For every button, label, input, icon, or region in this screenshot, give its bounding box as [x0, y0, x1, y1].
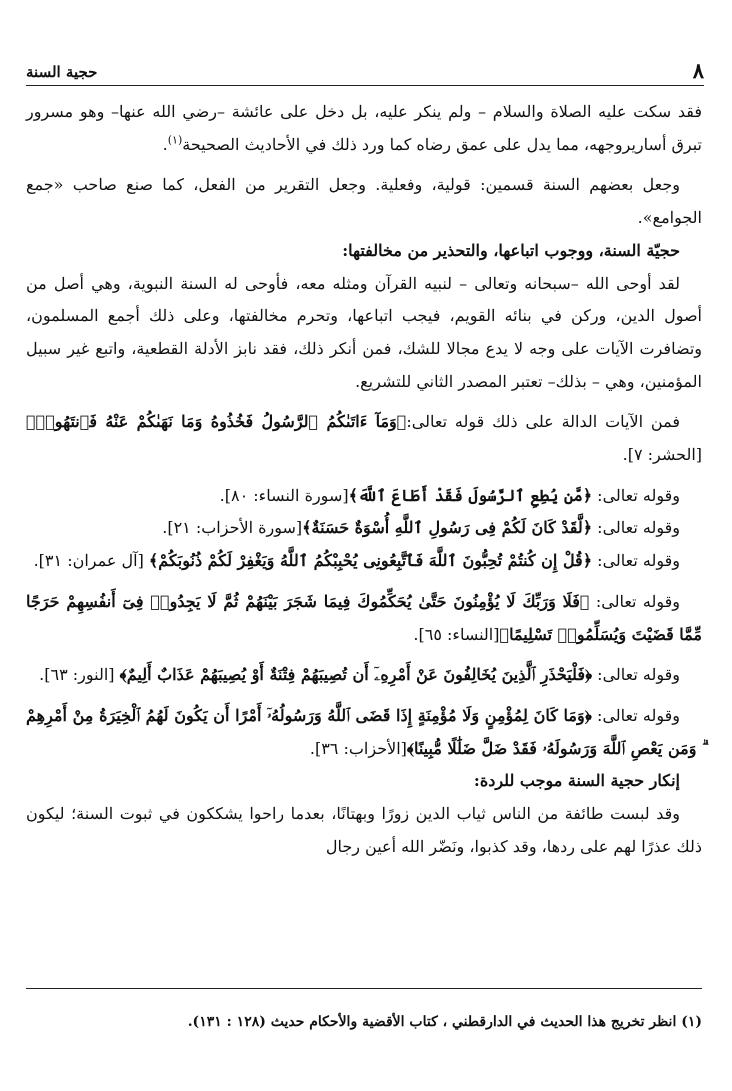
verse-4-intro: وقوله تعالى:: [597, 551, 680, 571]
page-number: ٨: [692, 58, 704, 83]
verse-2-ayah: ﴿مَّن يُطِعِ ٱلرَّسُولَ فَقَدْ أَطَاعَ ٱللَّهَ﴾: [348, 485, 593, 505]
verse-4-ayah: ﴿قُلْ إِن كُنتُمْ تُحِبُّونَ ٱللَّهَ فَٱتَّبِعُونِى يُحْبِبْكُمُ ٱللَّهُ وَيَغْفِرْ لَكُمْ ذُنُوبَكُمْ﴾: [148, 551, 593, 571]
paragraph-3: لقد أوحى الله –سبحانه وتعالى – لنبيه القرآن ومثله معه، فأوحى له السنة النبوية، وهي أصل من أصول الدين، وركن في بنائه القويم، فيجب اتباعها، وتحرم مخالفتها، وعلى ذلك أجمع المسلمون، وتضافرت الآيات على وجه لا يدع مجالا للشك، فمن أنكر ذلك، فقد نابز الأدلة القطعية، واتبع غير سبيل المؤمنين، وهي – بذلك– تعتبر المصدر الثاني للتشريع.: [26, 273, 702, 391]
verse-6-ayah: ﴿فَلْيَحْذَرِ ٱلَّذِينَ يُخَالِفُونَ عَنْ أَمْرِهِۦٓ أَن تُصِيبَهُمْ فِتْنَةٌ أَوْ يُصِيبَهُمْ عَذَابٌ أَلِيمٌ﴾: [119, 665, 593, 685]
verse-6-ref: [النور: ٦٣].: [39, 665, 115, 685]
verse-4: [26, 545, 702, 578]
footnote-marker: (١): [167, 133, 183, 147]
running-title: حجية السنة: [26, 63, 98, 81]
body-text: [26, 96, 702, 863]
verse-1: [26, 406, 702, 471]
paragraph-4: وقد لبست طائفة من الناس ثياب الدين زورًا وبهتانًا، بعدما راحوا يشككون في ثبوت السنة؛ ليكون ذلك عذرًا لهم على ردها، وقد كذبوا، ونَضّر الله أعين رجال: [26, 804, 702, 856]
verse-6: [26, 659, 702, 692]
verse-5-ayah: ﴿فَلَا وَرَبِّكَ لَا يُؤْمِنُونَ حَتَّىٰ يُحَكِّمُوكَ فِيمَا شَجَرَ بَيْنَهُمْ ثُمَّ لَا يَجِدُوا۟ فِىٓ أَنفُسِهِمْ حَرَجًا مِّمَّا قَضَيْتَ وَيُسَلِّمُوا۟ تَسْلِيمًا﴾: [26, 591, 702, 644]
page-header: [26, 55, 704, 86]
verse-3-ayah: ﴿لَّقَدْ كَانَ لَكُمْ فِى رَسُولِ ٱللَّهِ أُسْوَةٌ حَسَنَةٌ﴾: [302, 518, 593, 538]
verse-1-ayah: ﴿وَمَآ ءَاتَىٰكُمُ ٱلرَّسُولُ فَخُذُوهُ وَمَا نَهَىٰكُمْ عَنْهُ فَٱنتَهُوا۟﴾: [26, 412, 407, 432]
verse-7-ref: [الأحزاب: ٣٦].: [309, 738, 407, 758]
verse-1-intro: فمن الآيات الدالة على ذلك قوله تعالى:: [406, 412, 681, 432]
footnote: (١) انظر تخريج هذا الحديث في الدارقطني ، كتاب الأقضية والأحكام حديث (١٢٨ : ١٣١).: [187, 1014, 702, 1030]
verse-2-intro: وقوله تعالى:: [597, 485, 680, 505]
verse-3: [26, 512, 702, 545]
verse-2: [26, 480, 702, 513]
verse-4-ref: [آل عمران: ٣١].: [33, 551, 144, 571]
verse-7-ayah: ﴿وَمَا كَانَ لِمُؤْمِنٍ وَلَا مُؤْمِنَةٍ إِذَا قَضَى ٱللَّهُ وَرَسُولُهُۥٓ أَمْرًا أَن يَكُونَ لَهُمُ ٱلْخِيَرَةُ مِنْ أَمْرِهِمْ ۗ وَمَن يَعْصِ ٱللَّهَ وَرَسُولَهُۥ فَقَدْ ضَلَّ ضَلَٰلًا مُّبِينًا﴾: [26, 705, 702, 758]
verse-7-intro: وقوله تعالى:: [597, 705, 680, 725]
verse-1-ref: [الحشر: ٧].: [622, 445, 702, 465]
verse-7: [26, 700, 702, 765]
paragraph-1-text: فقد سكت عليه الصلاة والسلام – ولم ينكر عليه، بل دخل على عائشة –رضي الله عنها– وهو مسرور تبرق أساريروجهه، مما يدل على عمق رضاه كما ورد ذلك في الأحاديث الصحيحة: [26, 102, 702, 154]
verse-3-ref: [سورة الأحزاب: ٢١].: [162, 518, 303, 538]
section-heading-denial: إنكار حجية السنة موجب للردة:: [473, 771, 680, 791]
section-heading-sunnah-authority: حجيّة السنة، ووجوب اتباعها، والتحذير من مخالفتها:: [342, 240, 680, 260]
paragraph-2: وجعل بعضهم السنة قسمين: قولية، وفعلية. وجعل التقرير من الفعل، كما صنع صاحب «جمع الجوامع».: [26, 175, 702, 228]
verse-2-ref: [سورة النساء: ٨٠].: [219, 485, 349, 505]
footnote-separator: [26, 988, 702, 989]
verse-3-intro: وقوله تعالى:: [597, 518, 680, 538]
verse-6-intro: وقوله تعالى:: [597, 665, 680, 685]
paragraph-1-end: .: [162, 134, 168, 154]
verse-5-intro: وقوله تعالى:: [595, 591, 680, 611]
verse-5-ref: [النساء: ٦٥].: [413, 624, 500, 644]
verse-5: [26, 586, 702, 651]
paragraph-1: [26, 96, 702, 161]
